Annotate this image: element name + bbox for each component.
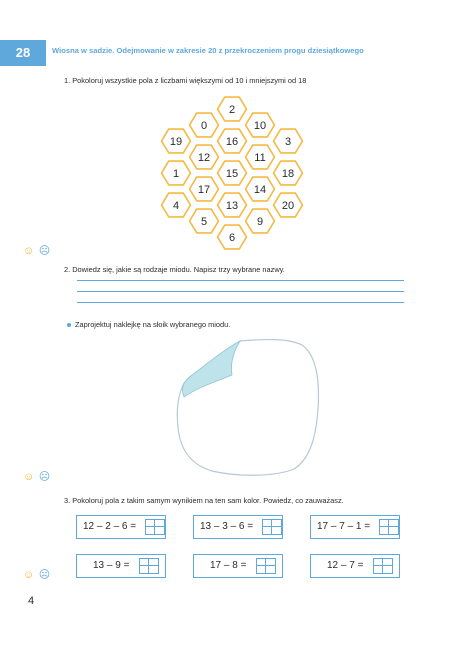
hex-number: 3 — [284, 136, 292, 148]
answer-grid[interactable] — [262, 519, 282, 535]
sticker-outline[interactable] — [170, 335, 325, 480]
writing-line-3[interactable] — [77, 302, 404, 303]
equation-box[interactable] — [76, 515, 166, 539]
task-1-instruction: 1. Pokoloruj wszystkie pola z liczbami większymi od 10 i mniejszymi od 18 — [64, 76, 307, 85]
sad-face-icon[interactable]: ☹ — [38, 245, 51, 257]
equation-text: 12 – 7 = — [327, 560, 364, 571]
hex-number: 16 — [225, 136, 239, 148]
equation-box[interactable] — [193, 554, 283, 578]
equation-text: 17 – 8 = — [210, 560, 247, 571]
writing-line-2[interactable] — [77, 291, 404, 292]
equation-box[interactable] — [310, 515, 400, 539]
happy-face-icon[interactable]: ☺ — [23, 569, 35, 581]
answer-grid[interactable] — [145, 519, 165, 535]
hex-number: 15 — [225, 168, 239, 180]
happy-face-icon[interactable]: ☺ — [23, 471, 35, 483]
equation-box[interactable] — [310, 554, 400, 578]
task-2-instruction: 2. Dowiedz się, jakie są rodzaje miodu. Napisz trzy wybrane nazwy. — [64, 265, 285, 274]
writing-line-1[interactable] — [77, 280, 404, 281]
equation-box[interactable] — [76, 554, 166, 578]
hex-number: 9 — [256, 216, 264, 228]
sad-face-icon[interactable]: ☹ — [38, 471, 51, 483]
self-assessment-2 — [23, 467, 50, 485]
page-number: 4 — [28, 595, 35, 607]
hex-number: 2 — [228, 104, 236, 116]
equation-text: 13 – 9 = — [93, 560, 130, 571]
hex-number: 17 — [197, 184, 211, 196]
hex-number: 5 — [200, 216, 208, 228]
hex-number: 13 — [225, 200, 239, 212]
self-assessment-1 — [23, 241, 50, 259]
hex-number: 19 — [169, 136, 183, 148]
equation-text: 17 – 7 – 1 = — [317, 521, 371, 532]
hex-number: 4 — [172, 200, 180, 212]
hex-number: 10 — [253, 120, 267, 132]
hex-number: 0 — [200, 120, 208, 132]
answer-grid[interactable] — [256, 558, 276, 574]
honeycomb — [140, 90, 320, 255]
equation-box[interactable] — [193, 515, 283, 539]
hex-number: 11 — [254, 152, 266, 164]
happy-face-icon[interactable]: ☺ — [23, 245, 35, 257]
hex-number: 14 — [253, 184, 267, 196]
page-title: Wiosna w sadzie. Odejmowanie w zakresie 20 z przekroczeniem progu dziesiątkowego — [52, 46, 364, 55]
hex-number: 20 — [281, 200, 295, 212]
hex-number: 6 — [228, 232, 236, 244]
hex-number: 1 — [172, 168, 180, 180]
hex-number: 18 — [281, 168, 295, 180]
sad-face-icon[interactable]: ☹ — [38, 569, 51, 581]
sticker-shape — [177, 340, 318, 476]
self-assessment-3 — [23, 565, 50, 583]
answer-grid[interactable] — [139, 558, 159, 574]
answer-grid[interactable] — [379, 519, 399, 535]
hex-number: 12 — [197, 152, 211, 164]
answer-grid[interactable] — [373, 558, 393, 574]
equation-text: 12 – 2 – 6 = — [83, 521, 137, 532]
task-2-subtask: Zaprojektuj naklejkę na słoik wybranego miodu. — [75, 320, 231, 329]
bullet-icon — [67, 323, 71, 327]
page-badge: 28 — [0, 40, 46, 66]
equation-text: 13 – 3 – 6 = — [200, 521, 254, 532]
task-3-instruction: 3. Pokoloruj pola z takim samym wynikiem na ten sam kolor. Powiedz, co zauważasz. — [64, 496, 344, 505]
